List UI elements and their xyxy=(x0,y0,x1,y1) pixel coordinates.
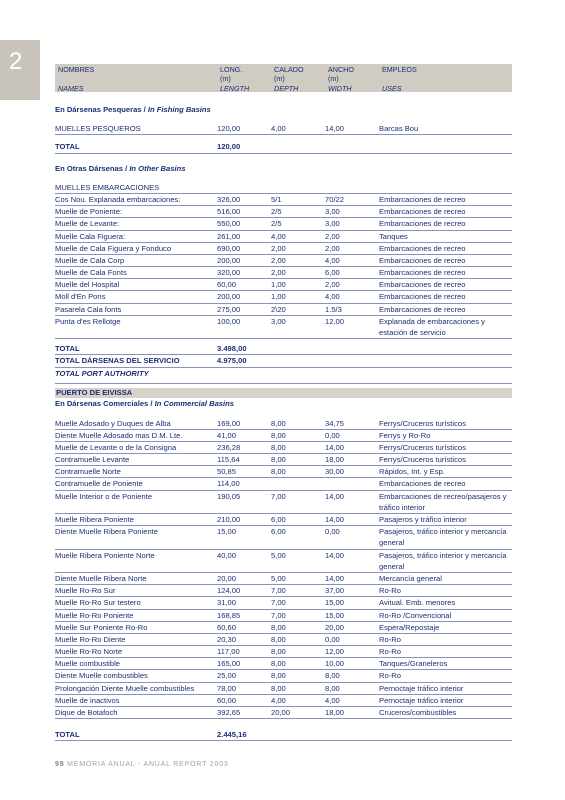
cell-length: 550,00 xyxy=(217,219,241,229)
cell-depth: 2,00 xyxy=(271,243,286,253)
fishing-total-row: TOTAL 120,00 xyxy=(55,141,512,153)
table-row xyxy=(55,683,512,695)
cell-width: 14,00 xyxy=(325,124,345,134)
cell-length: 261,00 xyxy=(217,231,241,241)
table-row xyxy=(55,418,512,430)
cell-depth: 6,00 xyxy=(271,515,286,525)
cell-width: 14,00 xyxy=(325,491,345,501)
cell-uses: Avitual. Emb. menores xyxy=(379,598,456,608)
cell-uses: Embarcaciones de recreo/pasajeros y tráfico interior xyxy=(379,491,507,512)
cell-name: Muelle Ro-Ro Sur testero xyxy=(55,598,141,608)
cell-width: 14,00 xyxy=(325,573,345,583)
cell-uses: Ro-Ro xyxy=(379,586,401,596)
cell-length: 15,00 xyxy=(217,527,237,537)
cell-depth: 8,00 xyxy=(271,622,286,632)
cell-uses: Ro-Ro xyxy=(379,671,401,681)
cell-name: Muelle del Hospital xyxy=(55,280,120,290)
cell-uses: Pernoctaje tráfico interior xyxy=(379,683,464,693)
cell-length: 50,85 xyxy=(217,467,237,477)
eivissa-rows xyxy=(55,418,512,720)
cell-length: 124,00 xyxy=(217,586,241,596)
cell-depth: 4,00 xyxy=(271,231,286,241)
cell-length: 200,00 xyxy=(217,292,241,302)
table-row xyxy=(55,255,512,267)
cell-uses: Barcas Bou xyxy=(379,124,419,134)
cell-width: 15,00 xyxy=(325,610,345,620)
page-tab-number: 2 xyxy=(9,48,23,75)
cell-width: 4,00 xyxy=(325,292,340,302)
cell-width: 4,00 xyxy=(325,255,340,265)
cell-depth: 3,00 xyxy=(271,316,286,326)
cell-name: Contramuelle de Poniente xyxy=(55,479,143,489)
cell-length: 25,00 xyxy=(217,671,237,681)
table-row xyxy=(55,585,512,597)
cell-length: 40,00 xyxy=(217,550,237,560)
col-name-header: NOMBRES xyxy=(58,65,95,74)
cell-uses: Pasajeros, tráfico interior y mercancía general xyxy=(379,527,507,548)
cell-uses: Embarcaciones de recreo xyxy=(379,479,466,489)
cell-name: Muelle Cala Figuera: xyxy=(55,231,126,241)
col-name-header-en: NAMES xyxy=(58,84,84,93)
table-row xyxy=(55,231,512,243)
cell-width: 70/22 xyxy=(325,194,345,204)
cell-width: 20,00 xyxy=(325,622,345,632)
cell-width: 18,00 xyxy=(325,455,345,465)
table-row xyxy=(55,491,512,514)
cell-depth: 6,00 xyxy=(271,527,286,537)
cell-depth: 7,00 xyxy=(271,598,286,608)
page-tab xyxy=(0,40,40,100)
fishing-rows xyxy=(55,123,512,135)
other-total-row: TOTAL 3.498,00 xyxy=(55,343,512,355)
table-row xyxy=(55,707,512,719)
cell-name: Diente Muelle combustibles xyxy=(55,671,148,681)
cell-uses: Pernoctaje tráfico interior xyxy=(379,695,464,705)
cell-name: Muelle Interior o de Poniente xyxy=(55,491,153,501)
cell-uses: Embarcaciones de recreo xyxy=(379,292,466,302)
cell-depth: 4,00 xyxy=(271,124,286,134)
table-row xyxy=(55,622,512,634)
cell-width: 0,00 xyxy=(325,527,340,537)
cell-width: 0,00 xyxy=(325,634,340,644)
service-total-row: TOTAL DÁRSENAS DEL SERVICIO 4.975,00 xyxy=(55,355,512,367)
cell-width: 18,00 xyxy=(325,708,345,718)
cell-depth: 8,00 xyxy=(271,430,286,440)
cell-depth: 2\20 xyxy=(271,304,286,314)
cell-length: 165,00 xyxy=(217,659,241,669)
cell-name: Muelle Ro-Ro Poniente xyxy=(55,610,134,620)
cell-uses: Explanada de embarcaciones y estación de servicio xyxy=(379,316,485,338)
table-row xyxy=(55,454,512,466)
cell-name: Muelle de Levante o de la Consigna xyxy=(55,442,177,452)
table-row xyxy=(55,658,512,670)
cell-length: 190,05 xyxy=(217,491,241,501)
page-footer xyxy=(55,761,229,768)
cell-name: MUELLES PESQUEROS xyxy=(55,124,141,134)
cell-uses: Embarcaciones de recreo xyxy=(379,255,466,265)
col-length-header: LONG. (m) xyxy=(220,65,243,83)
col-width-header: ANCHO (m) xyxy=(328,65,354,83)
table-row xyxy=(55,316,512,339)
cell-length: 100,00 xyxy=(217,316,241,326)
table-row xyxy=(55,478,512,490)
cell-depth: 4,00 xyxy=(271,695,286,705)
cell-uses: Embarcaciones de recreo xyxy=(379,280,466,290)
cell-name: Prolongación Diente Muelle combustibles xyxy=(55,683,195,693)
cell-uses: Pasajeros y tráfico interior xyxy=(379,515,467,525)
authority-total-row: TOTAL PORT AUTHORITY xyxy=(55,368,149,378)
eivissa-port-title: PUERTO DE EIVISSA xyxy=(55,388,512,399)
cell-width: 34,75 xyxy=(325,418,345,428)
other-section-title: En Otras Dársenas / In Other Basins xyxy=(55,163,186,173)
cell-width: 6,00 xyxy=(325,268,340,278)
table-row xyxy=(55,634,512,646)
cell-name: Muelle Ribera Poniente Norte xyxy=(55,550,155,560)
table-row xyxy=(55,610,512,622)
cell-uses: Ro-Ro xyxy=(379,647,401,657)
cell-uses: Embarcaciones de recreo xyxy=(379,304,466,314)
cell-name: Muelle de Cala Fonts xyxy=(55,268,127,278)
cell-width: 0,00 xyxy=(325,430,340,440)
cell-depth: 7,00 xyxy=(271,491,286,501)
cell-width: 14,00 xyxy=(325,515,345,525)
cell-uses: Ferrys y Ro-Ro xyxy=(379,430,431,440)
cell-width: 4,00 xyxy=(325,695,340,705)
cell-uses: Embarcaciones de recreo xyxy=(379,219,466,229)
cell-name: Muelle de Poniente: xyxy=(55,207,123,217)
other-rows xyxy=(55,194,512,339)
cell-width: 2,00 xyxy=(325,280,340,290)
cell-depth: 2,00 xyxy=(271,268,286,278)
table-row xyxy=(55,466,512,478)
cell-depth: 20,00 xyxy=(271,708,291,718)
cell-uses: Cruceros/combustibles xyxy=(379,708,457,718)
cell-depth: 5,00 xyxy=(271,550,286,560)
cell-width: 30,00 xyxy=(325,467,345,477)
cell-name: Muelle Ro-Ro Diente xyxy=(55,634,126,644)
cell-uses: Embarcaciones de recreo xyxy=(379,243,466,253)
cell-uses: Embarcaciones de recreo xyxy=(379,194,466,204)
cell-width: 3,00 xyxy=(325,219,340,229)
cell-uses: Espera/Repostaje xyxy=(379,622,440,632)
table-row xyxy=(55,526,512,549)
cell-name: Muelle Ro-Ro Sur xyxy=(55,586,116,596)
cell-length: 320,00 xyxy=(217,268,241,278)
cell-width: 2,00 xyxy=(325,243,340,253)
cell-uses: Embarcaciones de recreo xyxy=(379,207,466,217)
table-row xyxy=(55,646,512,658)
cell-name: Cos Nou. Explanada embarcaciones: xyxy=(55,194,181,204)
cell-length: 168,85 xyxy=(217,610,241,620)
col-length-header-en: LENGTH xyxy=(220,84,250,93)
cell-name: Diente Muelle Ribera Norte xyxy=(55,573,147,583)
cell-length: 60,00 xyxy=(217,280,237,290)
cell-name: Muelle Ribera Poniente xyxy=(55,515,134,525)
cell-uses: Tanques xyxy=(379,231,408,241)
cell-depth: 8,00 xyxy=(271,467,286,477)
table-row xyxy=(55,291,512,303)
cell-name: Contramuelle Norte xyxy=(55,467,121,477)
cell-name: Muelle Sur Poniente Ro-Ro xyxy=(55,622,148,632)
cell-width: 12,00 xyxy=(325,647,345,657)
table-row xyxy=(55,279,512,291)
cell-length: 60,00 xyxy=(217,695,237,705)
cell-uses: Ferrys/Cruceros turísticos xyxy=(379,418,466,428)
cell-name: Dique de Botafoch xyxy=(55,708,118,718)
cell-width: 10,00 xyxy=(325,659,345,669)
berths-table xyxy=(55,64,512,741)
cell-width: 3,00 xyxy=(325,207,340,217)
table-row xyxy=(55,206,512,218)
cell-uses: Ferrys/Cruceros turísticos xyxy=(379,442,466,452)
cell-length: 60,60 xyxy=(217,622,237,632)
cell-name: Muelle de Levante: xyxy=(55,219,120,229)
cell-length: 117,00 xyxy=(217,647,240,657)
cell-width: 15,00 xyxy=(325,598,345,608)
cell-uses: Mercancía general xyxy=(379,573,442,583)
cell-uses: Embarcaciones de recreo xyxy=(379,268,466,278)
cell-length: 114,00 xyxy=(217,479,240,489)
cell-depth: 2/5 xyxy=(271,207,282,217)
cell-length: 41,00 xyxy=(217,430,237,440)
cell-width: 12,00 xyxy=(325,316,345,326)
cell-uses: Ro-Ro xyxy=(379,634,401,644)
cell-depth: 8,00 xyxy=(271,418,286,428)
table-row xyxy=(55,218,512,230)
col-depth-header: CALADO (m) xyxy=(274,65,304,83)
cell-name: Diente Muelle Adosado mas D.M. Lte. xyxy=(55,430,183,440)
table-row xyxy=(55,442,512,454)
cell-width: 1.5/3 xyxy=(325,304,342,314)
cell-depth: 8,00 xyxy=(271,671,286,681)
col-uses-header: EMPLEOS xyxy=(382,65,417,74)
table-row xyxy=(55,267,512,279)
cell-depth: 2/5 xyxy=(271,219,282,229)
cell-name: Muelle de Cala Figuera y Fonduco xyxy=(55,243,172,253)
cell-length: 20,00 xyxy=(217,573,237,583)
cell-length: 275,00 xyxy=(217,304,241,314)
fishing-section-title: En Dársenas Pesqueras / In Fishing Basins xyxy=(55,105,211,114)
cell-name: Punta d'es Rellotge xyxy=(55,316,121,326)
cell-depth: 8,00 xyxy=(271,442,286,452)
cell-depth: 8,00 xyxy=(271,634,286,644)
cell-length: 326,00 xyxy=(217,194,241,204)
cell-depth: 7,00 xyxy=(271,610,286,620)
cell-name: Muelle de Cala Corp xyxy=(55,255,125,265)
table-row xyxy=(55,573,512,585)
cell-uses: Ferrys/Cruceros turísticos xyxy=(379,455,466,465)
cell-length: 115,64 xyxy=(217,455,240,465)
cell-width: 2,00 xyxy=(325,231,340,241)
cell-length: 120,00 xyxy=(217,124,241,134)
cell-depth: 5/1 xyxy=(271,194,282,204)
col-width-header-en: WIDTH xyxy=(328,84,352,93)
cell-width: 14,00 xyxy=(325,550,345,560)
cell-name: Moll d'En Pons xyxy=(55,292,106,302)
other-group-label: MUELLES EMBARCACIONES xyxy=(55,182,512,194)
cell-width: 14,00 xyxy=(325,442,345,452)
eivissa-section-title: En Dársenas Comerciales / In Commercial Basins xyxy=(55,399,234,409)
eivissa-total-row: TOTAL 2.445,16 xyxy=(55,729,512,741)
cell-name: Diente Muelle Ribera Poniente xyxy=(55,527,158,537)
cell-name: Muelle Ro-Ro Norte xyxy=(55,647,123,657)
cell-name: Contramuelle Levante xyxy=(55,455,130,465)
cell-depth: 8,00 xyxy=(271,659,286,669)
cell-depth: 8,00 xyxy=(271,455,286,465)
cell-uses: Tanques/Graneleros xyxy=(379,659,448,669)
table-row xyxy=(55,194,512,206)
cell-name: Muelle combustible xyxy=(55,659,120,669)
table-row xyxy=(55,695,512,707)
cell-depth: 5,00 xyxy=(271,573,286,583)
cell-uses: Rápidos, Int. y Esp. xyxy=(379,467,445,477)
cell-name: Pasarela Cala fonts xyxy=(55,304,122,314)
cell-length: 516,00 xyxy=(217,207,241,217)
table-row xyxy=(55,304,512,316)
cell-uses: Pasajeros, tráfico interior y mercancía general xyxy=(379,550,507,571)
cell-length: 392,65 xyxy=(217,708,241,718)
table-row xyxy=(55,670,512,682)
table-row xyxy=(55,243,512,255)
cell-depth: 8,00 xyxy=(271,647,286,657)
table-row xyxy=(55,514,512,526)
cell-depth: 7,00 xyxy=(271,586,286,596)
table-header xyxy=(55,64,512,92)
cell-length: 31,00 xyxy=(217,598,237,608)
col-depth-header-en: DEPTH xyxy=(274,84,299,93)
cell-length: 210,00 xyxy=(217,515,241,525)
cell-length: 236,28 xyxy=(217,442,241,452)
cell-name: Muelle de inactivos xyxy=(55,695,120,705)
cell-depth: 8,00 xyxy=(271,683,286,693)
cell-depth: 1,00 xyxy=(271,292,286,302)
table-row xyxy=(55,597,512,609)
table-row xyxy=(55,123,512,135)
cell-length: 169,00 xyxy=(217,418,241,428)
table-row xyxy=(55,430,512,442)
cell-name: Muelle Adosado y Duques de Alba xyxy=(55,418,171,428)
cell-width: 8,00 xyxy=(325,683,340,693)
cell-width: 37,00 xyxy=(325,586,345,596)
cell-length: 20,30 xyxy=(217,634,237,644)
cell-length: 200,00 xyxy=(217,255,241,265)
cell-length: 690,00 xyxy=(217,243,241,253)
cell-length: 78,00 xyxy=(217,683,237,693)
cell-depth: 2,00 xyxy=(271,255,286,265)
footer-text: MEMORIA ANUAL - ANUAL REPORT 2003 xyxy=(67,761,229,768)
footer-page-number: 98 xyxy=(55,761,65,768)
table-row xyxy=(55,550,512,573)
col-uses-header-en: USES xyxy=(382,84,402,93)
cell-depth: 1,00 xyxy=(271,280,286,290)
cell-width: 8,00 xyxy=(325,671,340,681)
cell-uses: Ro-Ro /Convencional xyxy=(379,610,452,620)
